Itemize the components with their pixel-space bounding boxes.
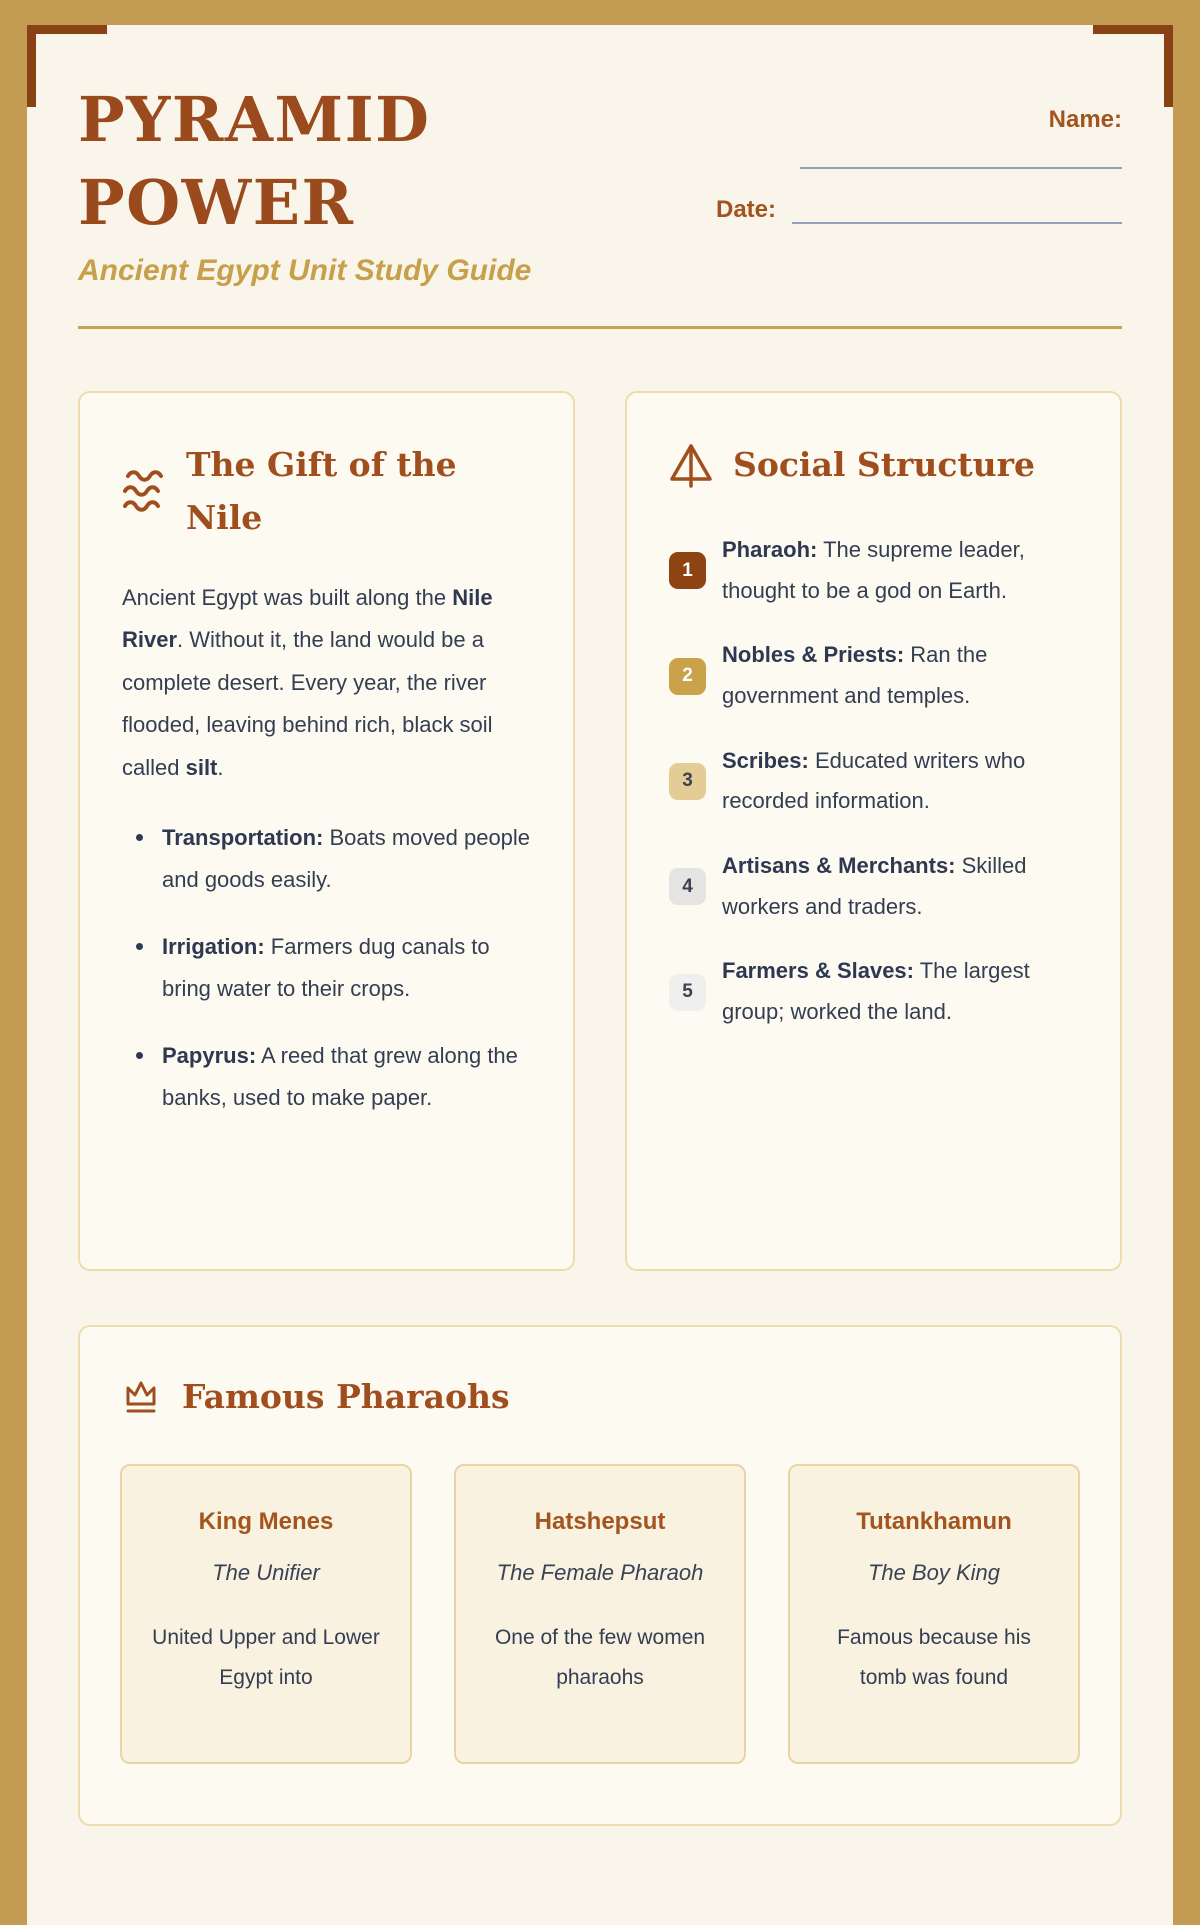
nile-bullet-list [122,817,531,1120]
social-level-4: 4 Artisans & Merchants: Skilled workers and traders. [669,846,1078,927]
level-badge: 2 [669,658,706,695]
crown-icon [120,1376,162,1420]
nile-paragraph: Ancient Egypt was built along the Nile River. Without it, the land would be a complete desert. Every year, the river flooded, leaving behind rich, black soil called silt. [122,584,493,780]
pharaoh-epithet: The Female Pharaoh [496,1559,704,1585]
name-field[interactable] [800,167,1122,169]
page-subtitle: Ancient Egypt Unit Study Guide [78,254,532,288]
pharaoh-description: One of the few women pharaohs [494,1625,706,1689]
social-level-2: 2 Nobles & Priests: Ran the government and temples. [669,635,1078,716]
social-card-header [669,439,1078,492]
social-levels-list [669,530,1078,1033]
waves-icon [122,467,166,517]
pharaohs-title: Famous Pharaohs [182,1377,510,1417]
level-badge: 5 [669,974,706,1011]
bullet-item: Irrigation: Farmers dug canals to bring water to their crops. [122,926,531,1011]
pharaoh-name: King Menes [198,1507,334,1535]
page-title: PYRAMID POWER [78,83,431,240]
pharaohs-header [120,1371,1080,1424]
pharaoh-description: Famous because his tomb was found [837,1625,1031,1689]
date-label: Date: [716,196,777,223]
nile-card-header [122,439,531,545]
pharaoh-name: Hatshepsut [534,1507,666,1535]
corner-bracket-right [1093,25,1173,107]
header [78,78,1122,288]
pharaoh-epithet: The Boy King [867,1559,1001,1585]
bullet-item: Transportation: Boats moved people and goods easily. [122,817,531,902]
date-field[interactable] [792,196,1122,224]
title-block [78,78,558,288]
pharaoh-card-hatshepsut [454,1464,746,1764]
date-row [716,196,1122,224]
social-level-1: 1 Pharaoh: The supreme leader, thought to be a god on Earth. [669,530,1078,611]
social-level-5: 5 Farmers & Slaves: The largest group; worked the land. [669,951,1078,1032]
level-badge: 3 [669,763,706,800]
cards-row [78,391,1122,1271]
bullet-item: Papyrus: A reed that grew along the banks, used to make paper. [122,1035,531,1120]
pyramid-icon [669,441,713,491]
social-level-3: 3 Scribes: Educated writers who recorded information. [669,741,1078,822]
pharaoh-name: Tutankhamun [856,1507,1012,1535]
social-structure-card [625,391,1122,1271]
name-label: Name: [1048,106,1122,133]
pharaoh-description: United Upper and Lower Egypt into [152,1625,380,1689]
name-date-form [716,106,1122,224]
level-badge: 1 [669,552,706,589]
pharaohs-grid [120,1464,1080,1764]
corner-bracket-left [27,25,107,107]
nile-card [78,391,575,1271]
famous-pharaohs-card [78,1325,1122,1826]
pharaoh-card-king-menes [120,1464,412,1764]
level-badge: 4 [669,868,706,905]
header-divider [78,326,1122,329]
nile-card-title: The Gift of the Nile [186,445,457,537]
pharaoh-epithet: The Unifier [212,1559,320,1585]
social-card-title: Social Structure [733,445,1036,485]
pharaoh-card-tutankhamun [788,1464,1080,1764]
